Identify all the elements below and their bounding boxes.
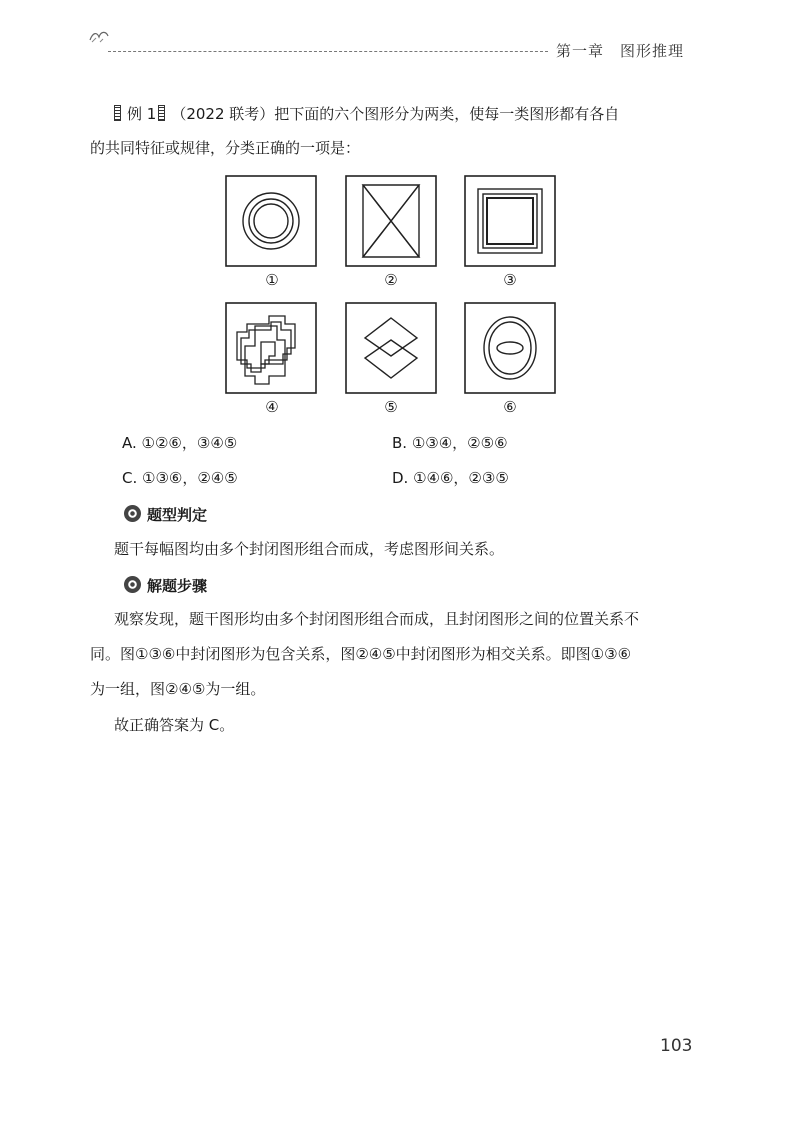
steps-line-2: 同。图①③⑥中封闭图形为包含关系，图②④⑤中封闭图形为相交关系。即图①③⑥: [90, 645, 632, 663]
figure-label-2: ②: [384, 271, 398, 289]
overlapping-diamonds-icon: [365, 318, 417, 378]
answer-line: 故正确答案为 C。: [114, 716, 235, 734]
steps-line-1: 观察发现，题干图形均由多个封闭图形组合而成，且封闭图形之间的位置关系不: [114, 610, 640, 628]
nested-squares-icon: [478, 189, 542, 253]
bracket-mark-icon: [114, 105, 121, 121]
figure-label-1: ①: [265, 271, 279, 289]
section-steps-heading-text: 解题步骤: [147, 577, 208, 595]
section-type-heading-text: 题型判定: [147, 506, 208, 524]
chapter-title: 第一章 图形推理: [556, 42, 685, 60]
figure-4: [225, 302, 317, 394]
figure-label-6: ⑥: [503, 398, 517, 416]
figure-2: [345, 175, 437, 267]
section-type-body: 题干每幅图均由多个封闭图形组合而成，考虑图形间关系。: [114, 540, 505, 558]
bracket-mark-icon: [158, 105, 165, 121]
figure-label-4: ④: [265, 398, 279, 416]
gear-bullet-icon: [124, 505, 141, 522]
option-b: B. ①③④，②⑤⑥: [392, 434, 508, 452]
figure-label-3: ③: [503, 271, 517, 289]
question-stem-line1: [112, 104, 619, 124]
steps-line-3: 为一组，图②④⑤为一组。: [90, 680, 266, 698]
page-number: 103: [660, 1036, 693, 1056]
overlapping-polygons-icon: [237, 316, 295, 384]
option-a: A. ①②⑥，③④⑤: [122, 434, 238, 452]
figure-1: [225, 175, 317, 267]
header-rule: [108, 51, 548, 52]
option-c: C. ①③⑥，②④⑤: [122, 469, 238, 487]
example-label: 例 1: [127, 105, 157, 123]
figure-3: [464, 175, 556, 267]
header-ornament-icon: [88, 28, 110, 44]
figure-5: [345, 302, 437, 394]
concentric-circles-icon: [243, 193, 299, 249]
stem-text-1: （2022 联考）把下面的六个图形分为两类，使每一类图形都有各自: [171, 105, 620, 123]
ellipses-in-oval-icon: [484, 317, 536, 379]
question-stem-line2: 的共同特征或规律，分类正确的一项是：: [90, 139, 361, 157]
section-heading-type: [124, 504, 207, 525]
section-heading-steps: [124, 575, 207, 596]
option-d: D. ①④⑥，②③⑤: [392, 469, 509, 487]
bowtie-triangles-icon: [363, 185, 419, 257]
figure-label-5: ⑤: [384, 398, 398, 416]
gear-bullet-icon: [124, 576, 141, 593]
figure-6: [464, 302, 556, 394]
